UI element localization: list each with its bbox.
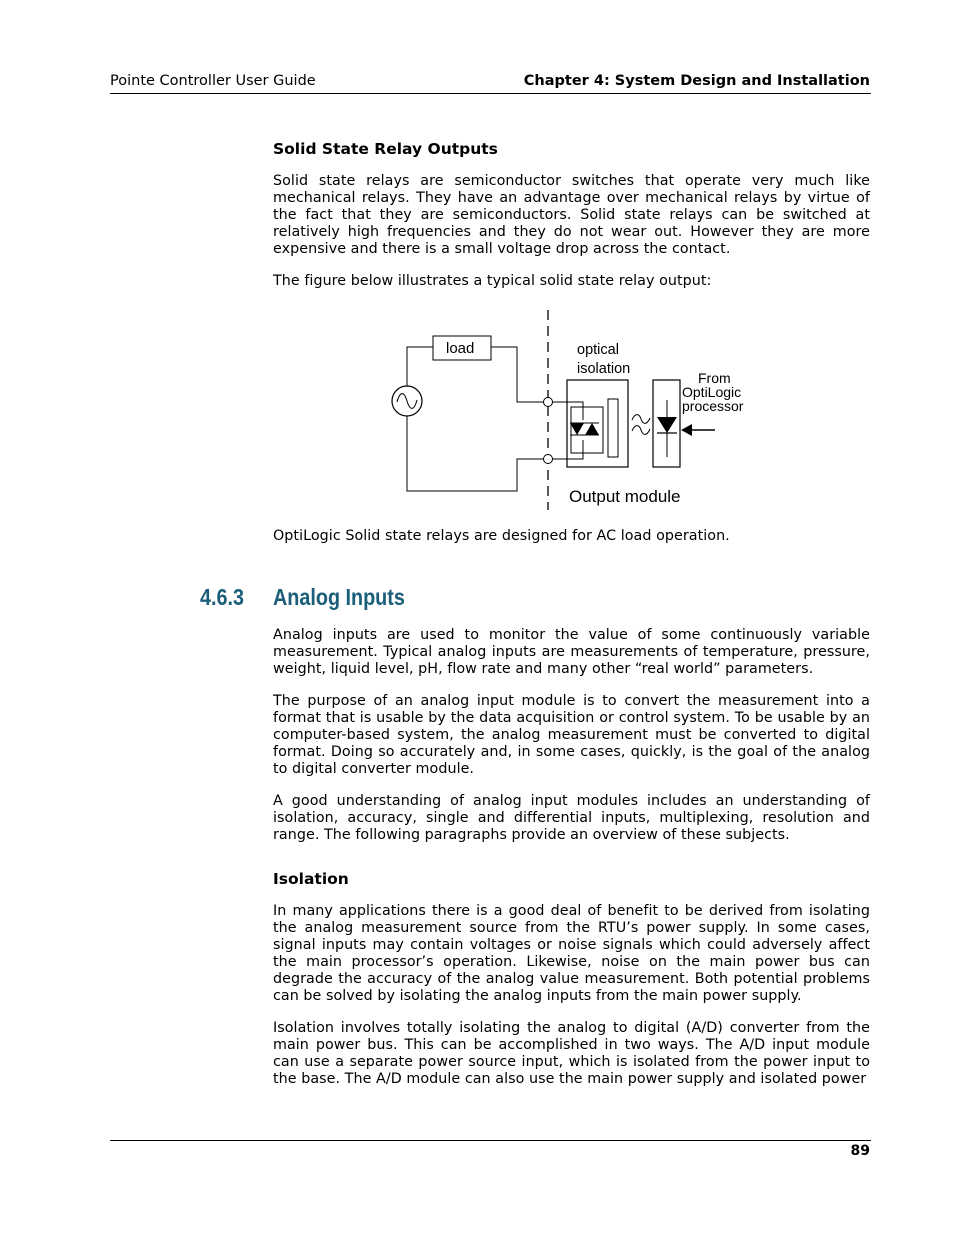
ssr-paragraph-1-block (273, 173, 870, 258)
analog-paragraph-2-block (273, 693, 870, 778)
ac-source-sine (397, 394, 417, 409)
ssr-heading-block (273, 140, 870, 158)
wire-top (407, 347, 433, 386)
analog-paragraph-1-block (273, 627, 870, 678)
triac-triangle-up (585, 423, 599, 435)
ssr-paragraph-2: The figure below illustrates a typical solid state relay output: (273, 273, 712, 289)
section-title: Analog Inputs (273, 584, 405, 610)
isolation-paragraph-1-block (273, 903, 870, 1005)
light-wave-2 (632, 426, 650, 435)
page-number: 89 (850, 1143, 870, 1159)
isolation-paragraph-2: Isolation involves totally isolating the analog to digital (A/D) converter from the main power bus. This can be accomplished in two ways. The A/D input module can use a separate power source input, which is isolated from the power input to the base. The A/D module can also use the main power supply and isolated power (273, 1020, 870, 1087)
ssr-paragraph-1: Solid state relays are semiconductor switches that operate very much like mechanical relays. They have an advantage over mechanical relays by virtue of the fact that they are semiconductors. Solid state relays can be switched at relatively high frequencies and they do not wear out. However they are more expensive and there is a small voltage drop across the contact. (273, 173, 870, 257)
terminal-bottom (544, 455, 553, 464)
output-module-label: Output module (569, 487, 681, 506)
ssr-caption: OptiLogic Solid state relays are designed for AC load operation. (273, 528, 730, 544)
analog-paragraph-3: A good understanding of analog input modules includes an understanding of isolation, accuracy, single and differential inputs, multiplexing, resolution and range. The following paragraphs provide an overview of these subjects. (273, 793, 870, 843)
from-label-line2: OptiLogic (682, 384, 742, 400)
analog-paragraph-3-block (273, 793, 870, 844)
isolation-heading: Isolation (273, 870, 349, 888)
light-wave-1 (632, 415, 650, 424)
running-header-chapter: Chapter 4: System Design and Installation (523, 73, 870, 89)
ssr-heading: Solid State Relay Outputs (273, 140, 498, 158)
ssr-caption-block (273, 528, 870, 545)
section-number: 4.6.3 (200, 584, 244, 610)
load-label: load (446, 340, 475, 357)
ssr-paragraph-2-block (273, 273, 870, 290)
isolation-paragraph-1: In many applications there is a good deal of benefit to be derived from isolating the analog measurement source from the RTU’s power supply. In some cases, signal inputs may contain voltages or noise signals which could adversely affect the main processor’s operation. Likewise, noise on the main power bus can degrade the accuracy of the analog value measurement. Both potential problems can be solved by isolating the analog inputs from the main power supply. (273, 903, 870, 1004)
analog-paragraph-1: Analog inputs are used to monitor the value of some continuously variable measurement. Typical analog inputs are measurements of temperature, pressure, weight, liquid level, pH, flow rate and many other “real world” parameters. (273, 627, 870, 677)
triac-triangle-down (570, 423, 584, 435)
terminal-top (544, 398, 553, 407)
header-rule (110, 93, 871, 94)
ssr-output-figure (385, 305, 755, 515)
optical-label-line1: optical (577, 342, 619, 358)
photo-sensor (608, 399, 618, 457)
from-label-line3: processor (682, 398, 744, 414)
from-label-line1: From (698, 370, 731, 386)
isolation-heading-block (273, 870, 870, 888)
running-header-title: Pointe Controller User Guide (110, 73, 316, 89)
wire-load-right (491, 347, 548, 402)
input-arrow-head (681, 424, 692, 436)
optical-label-line2: isolation (577, 361, 631, 377)
footer-rule (110, 1140, 871, 1141)
isolation-paragraph-2-block (273, 1020, 870, 1088)
led-diode (657, 417, 677, 433)
wire-bottom (407, 416, 548, 491)
analog-paragraph-2: The purpose of an analog input module is to convert the measurement into a format that is usable by the data acquisition or control system. To be usable by an computer-based system, the analog measurement must be converted to digital format. Doing so accurately and, in some cases, quickly, is the goal of the analog to digital converter module. (273, 693, 870, 777)
